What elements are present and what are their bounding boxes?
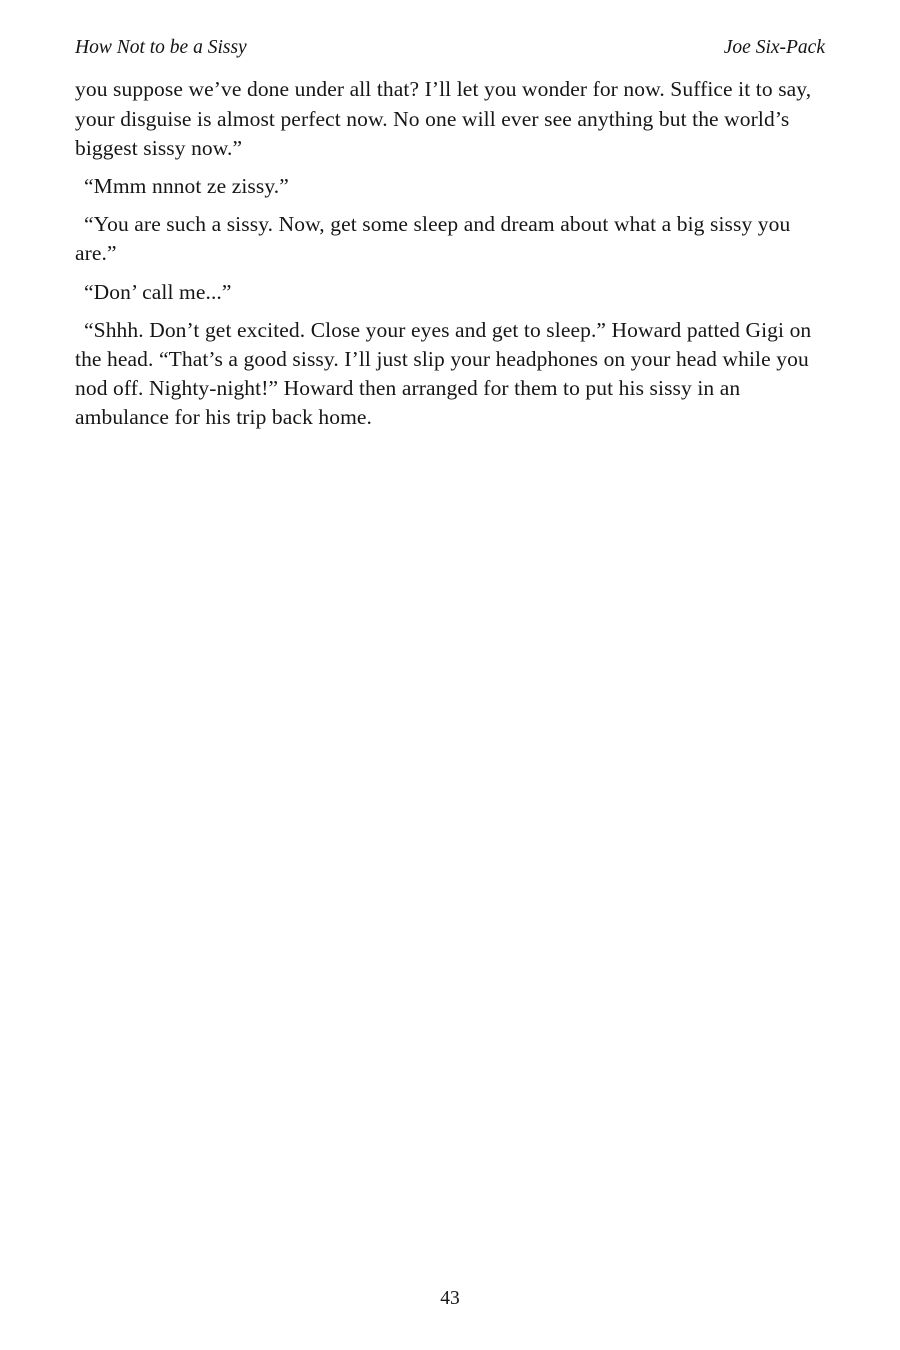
running-header-author: Joe Six-Pack bbox=[723, 37, 825, 58]
running-header-title: How Not to be a Sissy bbox=[75, 37, 247, 58]
page-number: 43 bbox=[440, 1288, 460, 1309]
body-paragraph: “Shhh. Don’t get excited. Close your eyes and get to sleep.” Howard patted Gigi on the head. “That’s a good sissy. I’ll just slip your headphones on your head while you nod off. Nighty-night!” Howard then arranged for them to put his sissy in an ambulance for his trip back home. bbox=[75, 317, 812, 430]
body-paragraph: you suppose we’ve done under all that? I’ll let you wonder for now. Suffice it to say, your disguise is almost perfect now. No one will ever see anything but the world’s biggest sissy now.” bbox=[75, 77, 812, 160]
page-body bbox=[0, 59, 900, 432]
body-paragraph: “Don’ call me...” bbox=[84, 279, 232, 304]
body-paragraph: “Mmm nnnot ze zissy.” bbox=[84, 174, 289, 198]
page-footer bbox=[0, 1288, 900, 1310]
running-header bbox=[0, 0, 900, 59]
body-paragraph: “You are such a sissy. Now, get some sleep and dream about what a big sissy you are.” bbox=[75, 212, 791, 266]
